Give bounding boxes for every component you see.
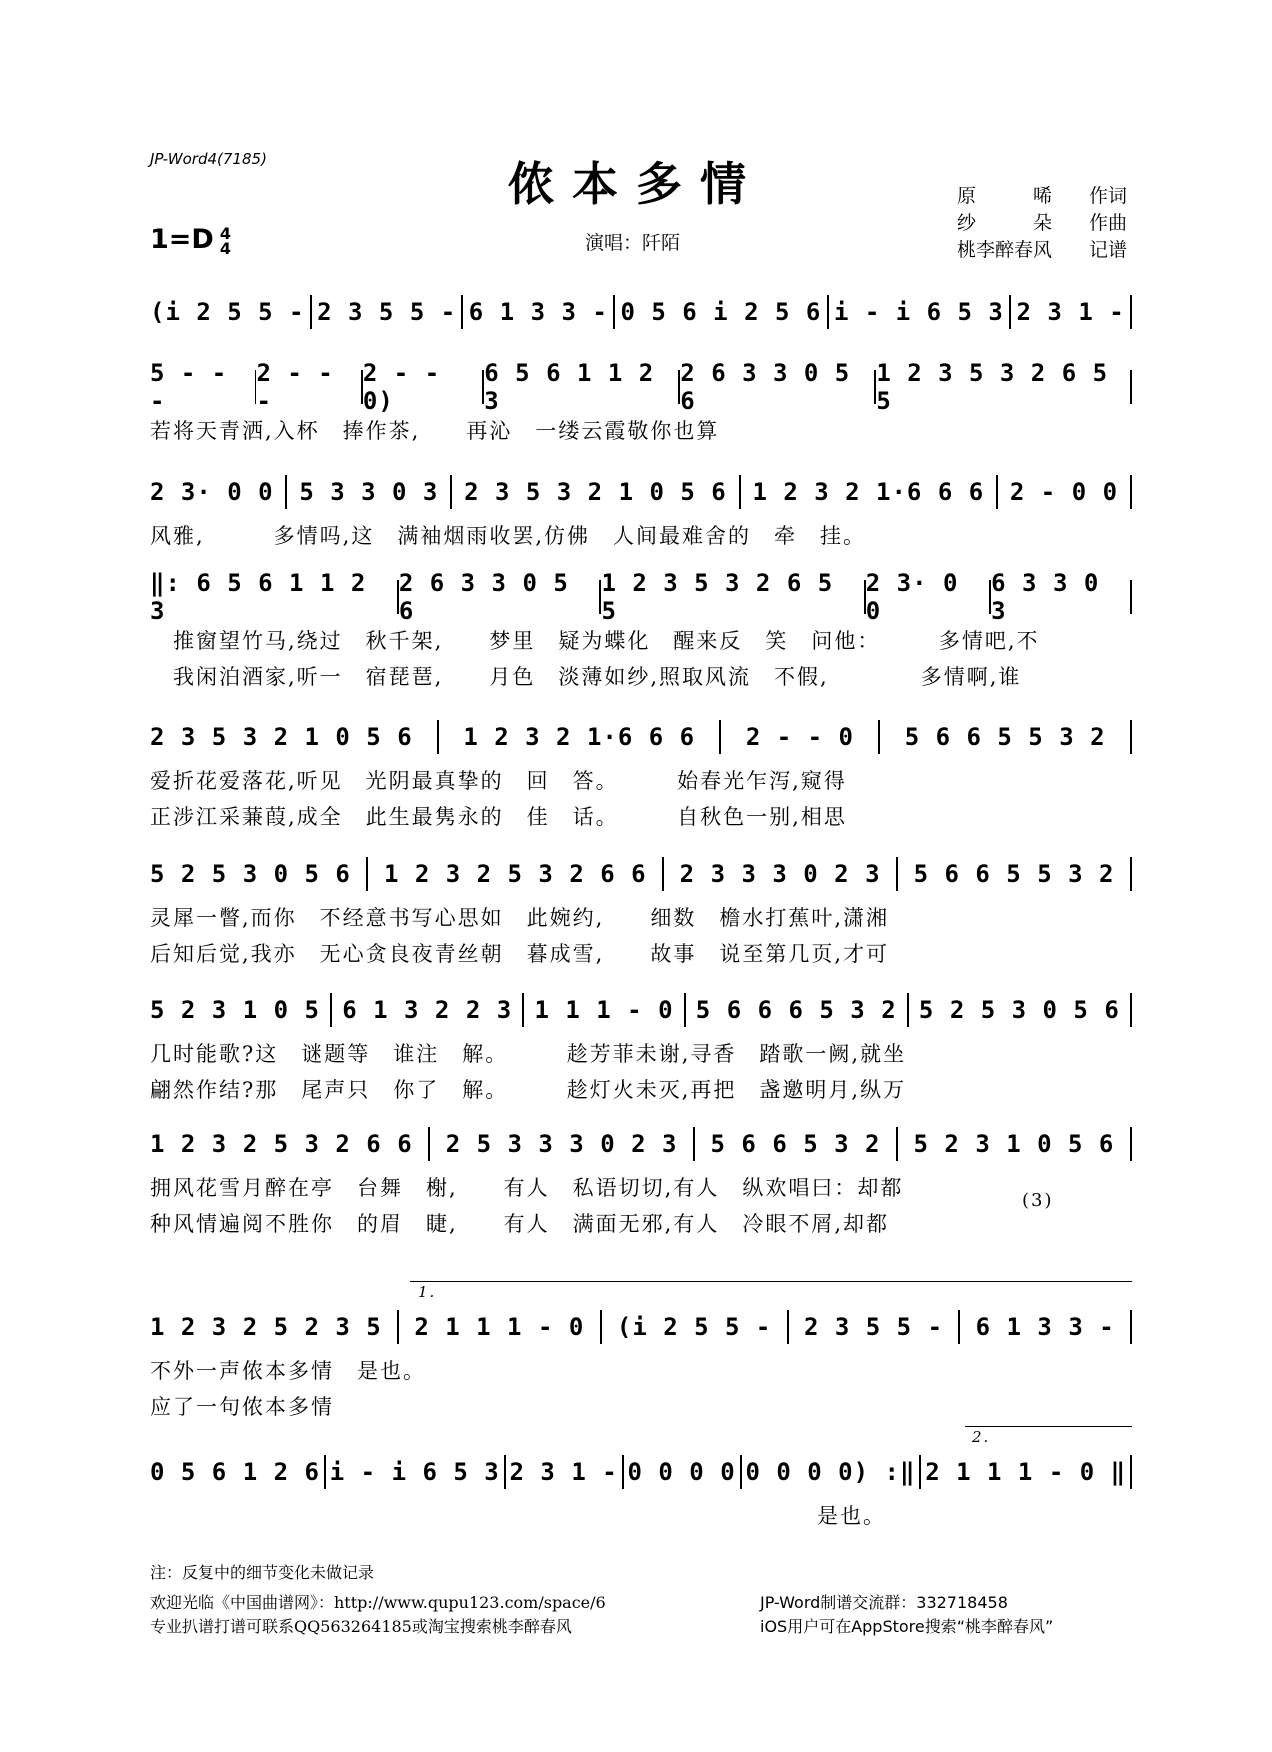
- footer-right1: JP-Word制谱交流群：332718458: [760, 1593, 1008, 1612]
- measure: ‖: 6 5 6 1 1 2 3: [150, 569, 367, 625]
- barline: [719, 720, 721, 754]
- barline: [310, 295, 312, 329]
- measure: 2 5 3 3 3 0 2 3: [445, 1130, 678, 1158]
- key-signature: [150, 224, 231, 256]
- lyric-line: 风雅, 多情吗,这 满袖烟雨收罢,仿佛 人间最难舍的 牵 挂。: [150, 524, 867, 548]
- barline: [330, 993, 332, 1027]
- measure: 2 3 3 3 0 2 3: [679, 860, 881, 888]
- measure: 2 3 5 3 2 1 0 5 6: [464, 478, 727, 506]
- measure: 5 3 3 0 3: [299, 478, 439, 506]
- lyric-line: 我闲泊酒家,听一 宿琵琶, 月色 淡薄如纱,照取风流 不假, 多情啊,谁: [150, 665, 1022, 689]
- measure: 5 6 6 6 5 3 2: [695, 996, 897, 1024]
- barline: [1130, 370, 1132, 404]
- measure: 2 - - 0: [745, 723, 854, 751]
- credit-lyricist: [957, 183, 1127, 210]
- measure: 2 1 1 1 - 0: [414, 1313, 585, 1341]
- repeat-note: (3): [1022, 1190, 1054, 1211]
- measure: (i 2 5 5 -: [616, 1313, 772, 1341]
- measure: 6 1 3 3 -: [975, 1313, 1115, 1341]
- barline: [504, 1455, 506, 1489]
- barline: [827, 295, 829, 329]
- credit-role: 作词: [1088, 185, 1127, 207]
- lyric-line: 爱折花爱落花,听见 光阴最真挚的 回 答。 始春光乍泻,窥得: [150, 769, 847, 793]
- volta-bracket: [965, 1426, 1132, 1427]
- measure: 2 3 1 -: [509, 1458, 618, 1486]
- measure: 1 1 1 - 0: [534, 996, 674, 1024]
- barline: [919, 1455, 921, 1489]
- lyric-line: 拥风花雪月醉在亭 台舞 榭, 有人 私语切切,有人 纵欢唱曰：却都: [150, 1176, 904, 1200]
- notes-row: [150, 359, 1132, 415]
- lyric-line: 翩然作结?那 尾声只 你了 解。 趁灯火未灭,再把 盏邀明月,纵万: [150, 1078, 907, 1102]
- measure: 5 6 6 5 5 3 2: [913, 860, 1115, 888]
- measure: 2 6 3 3 0 5 6: [398, 569, 569, 625]
- barline: [740, 1455, 742, 1489]
- measure: 2 3· 0 0: [150, 478, 274, 506]
- lyric-line: 应了一句侬本多情: [150, 1395, 334, 1419]
- volta-label: 1.: [418, 1283, 437, 1301]
- notes-row: [150, 988, 1132, 1032]
- barline: [896, 857, 898, 891]
- barline: [600, 1310, 602, 1344]
- lyric-line: 几时能歌?这 谜题等 谁注 解。 趁芳菲未谢,寻香 踏歌一阙,就坐: [150, 1042, 907, 1066]
- measure: 1 2 3 2 5 3 2 6 6: [150, 1130, 413, 1158]
- measure: 1 2 3 2 1·6 6 6: [752, 478, 985, 506]
- credit-role: 记谱: [1088, 239, 1127, 261]
- notes-row: [150, 1122, 1132, 1166]
- credit-name: 原 唏: [957, 185, 1053, 207]
- measure: 2 3 5 3 2 1 0 5 6: [150, 723, 413, 751]
- measure: 1 2 3 2 1·6 6 6: [463, 723, 696, 751]
- footer-right2: iOS用户可在AppStore搜索“桃李醉春风”: [760, 1617, 1054, 1636]
- barline: [428, 1127, 430, 1161]
- barline: [1009, 295, 1011, 329]
- measure: 5 2 5 3 0 5 6: [150, 860, 351, 888]
- barline: [1130, 857, 1132, 891]
- lyric-line: 不外一声侬本多情 是也。: [150, 1359, 426, 1383]
- barline: [366, 857, 368, 891]
- measure: 5 6 6 5 5 3 2: [904, 723, 1106, 751]
- measure: 5 2 5 3 0 5 6: [918, 996, 1120, 1024]
- barline: [437, 720, 439, 754]
- key-label: 1=D: [150, 224, 214, 255]
- lyric-line: 种风情遍阅不胜你 的眉 睫, 有人 满面无邪,有人 冷眼不屑,却都: [150, 1212, 890, 1236]
- barline: [522, 993, 524, 1027]
- measure: 6 3 3 0 3: [991, 569, 1100, 625]
- time-top: 4: [219, 223, 231, 243]
- measure: 5 6 6 5 3 2: [710, 1130, 881, 1158]
- credit-composer: [957, 210, 1127, 237]
- notes-row: [150, 1305, 1132, 1349]
- measure: 2 1 1 1 - 0 ‖: [925, 1458, 1127, 1486]
- measure: 5 2 3 1 0 5 6: [913, 1130, 1115, 1158]
- credits: [957, 183, 1127, 264]
- credit-name: 纱 朵: [957, 212, 1053, 234]
- song-title: 侬本多情: [508, 157, 764, 211]
- measure: 6 1 3 3 -: [468, 298, 608, 326]
- measure: 2 3 1 -: [1016, 298, 1125, 326]
- measure: 1 2 3 5 3 2 6 5 5: [601, 569, 834, 625]
- barline: [1130, 720, 1132, 754]
- measure: 0 0 0 0: [627, 1458, 736, 1486]
- volta-label: 2.: [972, 1428, 991, 1446]
- footer-note: 注：反复中的细节变化未做记录: [150, 1563, 375, 1582]
- barline: [907, 993, 909, 1027]
- barline: [1130, 993, 1132, 1027]
- measure: i - i 6 5 3: [329, 1458, 500, 1486]
- barline: [958, 1310, 960, 1344]
- measure: 1 2 3 2 5 2 3 5: [150, 1313, 382, 1341]
- barline: [324, 1455, 326, 1489]
- measure: 2 3· 0 0: [865, 569, 959, 625]
- measure: 2 - - 0): [362, 359, 441, 415]
- measure: 0 5 6 1 2 6: [150, 1458, 320, 1486]
- measure: 0 0 0 0) :‖: [745, 1458, 916, 1486]
- lyric-line: 灵犀一瞥,而你 不经意书写心思如 此婉约, 细数 檐水打蕉叶,潇湘: [150, 906, 890, 930]
- barline: [461, 295, 463, 329]
- barline: [739, 475, 741, 509]
- barline: [613, 295, 615, 329]
- notes-row: [150, 715, 1132, 759]
- barline: [787, 1310, 789, 1344]
- barline: [693, 1127, 695, 1161]
- barline: [996, 475, 998, 509]
- barline: [1130, 475, 1132, 509]
- barline: [1130, 580, 1132, 614]
- measure: (i 2 5 5 -: [150, 298, 305, 326]
- barline: [622, 1455, 624, 1489]
- credit-role: 作曲: [1088, 212, 1127, 234]
- barline: [397, 1310, 399, 1344]
- brand-label: JP-Word4(7185): [150, 150, 267, 168]
- measure: 6 1 3 2 2 3: [342, 996, 513, 1024]
- lyric-line: 后知后觉,我亦 无心贪良夜青丝朝 暮成雪, 故事 说至第几页,才可: [150, 942, 890, 966]
- measure: 6 5 6 1 1 2 3: [484, 359, 655, 415]
- measure: 1 2 3 5 3 2 6 5 5: [876, 359, 1109, 415]
- measure: 0 5 6 i 2 5 6: [620, 298, 822, 326]
- footer-line1: 欢迎光临《中国曲谱网》：http://www.qupu123.com/space/6: [150, 1593, 606, 1612]
- volta-bracket: [410, 1281, 1132, 1282]
- measure: 5 2 3 1 0 5: [150, 996, 320, 1024]
- lyric-line: 推窗望竹马,绕过 秋千架, 梦里 疑为蝶化 醒来反 笑 问他： 多情吧,不: [150, 629, 1040, 653]
- measure: 2 3 5 5 -: [803, 1313, 944, 1341]
- barline: [896, 1127, 898, 1161]
- barline: [1130, 1455, 1132, 1489]
- lyric-line: 若将天青洒,入杯 捧作茶, 再沁 一缕云霞敬你也算: [150, 419, 720, 443]
- notes-row: [150, 470, 1132, 514]
- barline: [662, 857, 664, 891]
- measure: 1 2 3 2 5 3 2 6 6: [383, 860, 647, 888]
- notes-row: [150, 290, 1132, 334]
- barline: [1130, 1310, 1132, 1344]
- barline: [285, 475, 287, 509]
- measure: i - i 6 5 3: [833, 298, 1004, 326]
- lyric-line: 是也。: [150, 1504, 886, 1528]
- measure: 5 - - -: [150, 359, 228, 415]
- measure: 2 3 5 5 -: [317, 298, 457, 326]
- notes-row: [150, 569, 1132, 625]
- measure: 2 - - -: [256, 359, 334, 415]
- measure: 2 - 0 0: [1009, 478, 1119, 506]
- notes-row: [150, 1450, 1132, 1494]
- barline: [878, 720, 880, 754]
- lyric-line: 正涉江采蒹葭,成全 此生最隽永的 佳 话。 自秋色一别,相思: [150, 805, 847, 829]
- singer-label: 演唱：阡陌: [585, 232, 681, 254]
- footer-line2: 专业扒谱打谱可联系QQ563264185或淘宝搜索桃李醉春风: [150, 1617, 572, 1636]
- barline: [1130, 1127, 1132, 1161]
- credit-name: 桃李醉春风: [957, 239, 1053, 261]
- notes-row: [150, 852, 1132, 896]
- credit-transcriber: [957, 237, 1127, 264]
- barline: [684, 993, 686, 1027]
- barline: [1130, 295, 1132, 329]
- time-signature: [219, 223, 231, 258]
- measure: 2 6 3 3 0 5 6: [680, 359, 851, 415]
- time-bottom: 4: [219, 238, 231, 258]
- barline: [450, 475, 452, 509]
